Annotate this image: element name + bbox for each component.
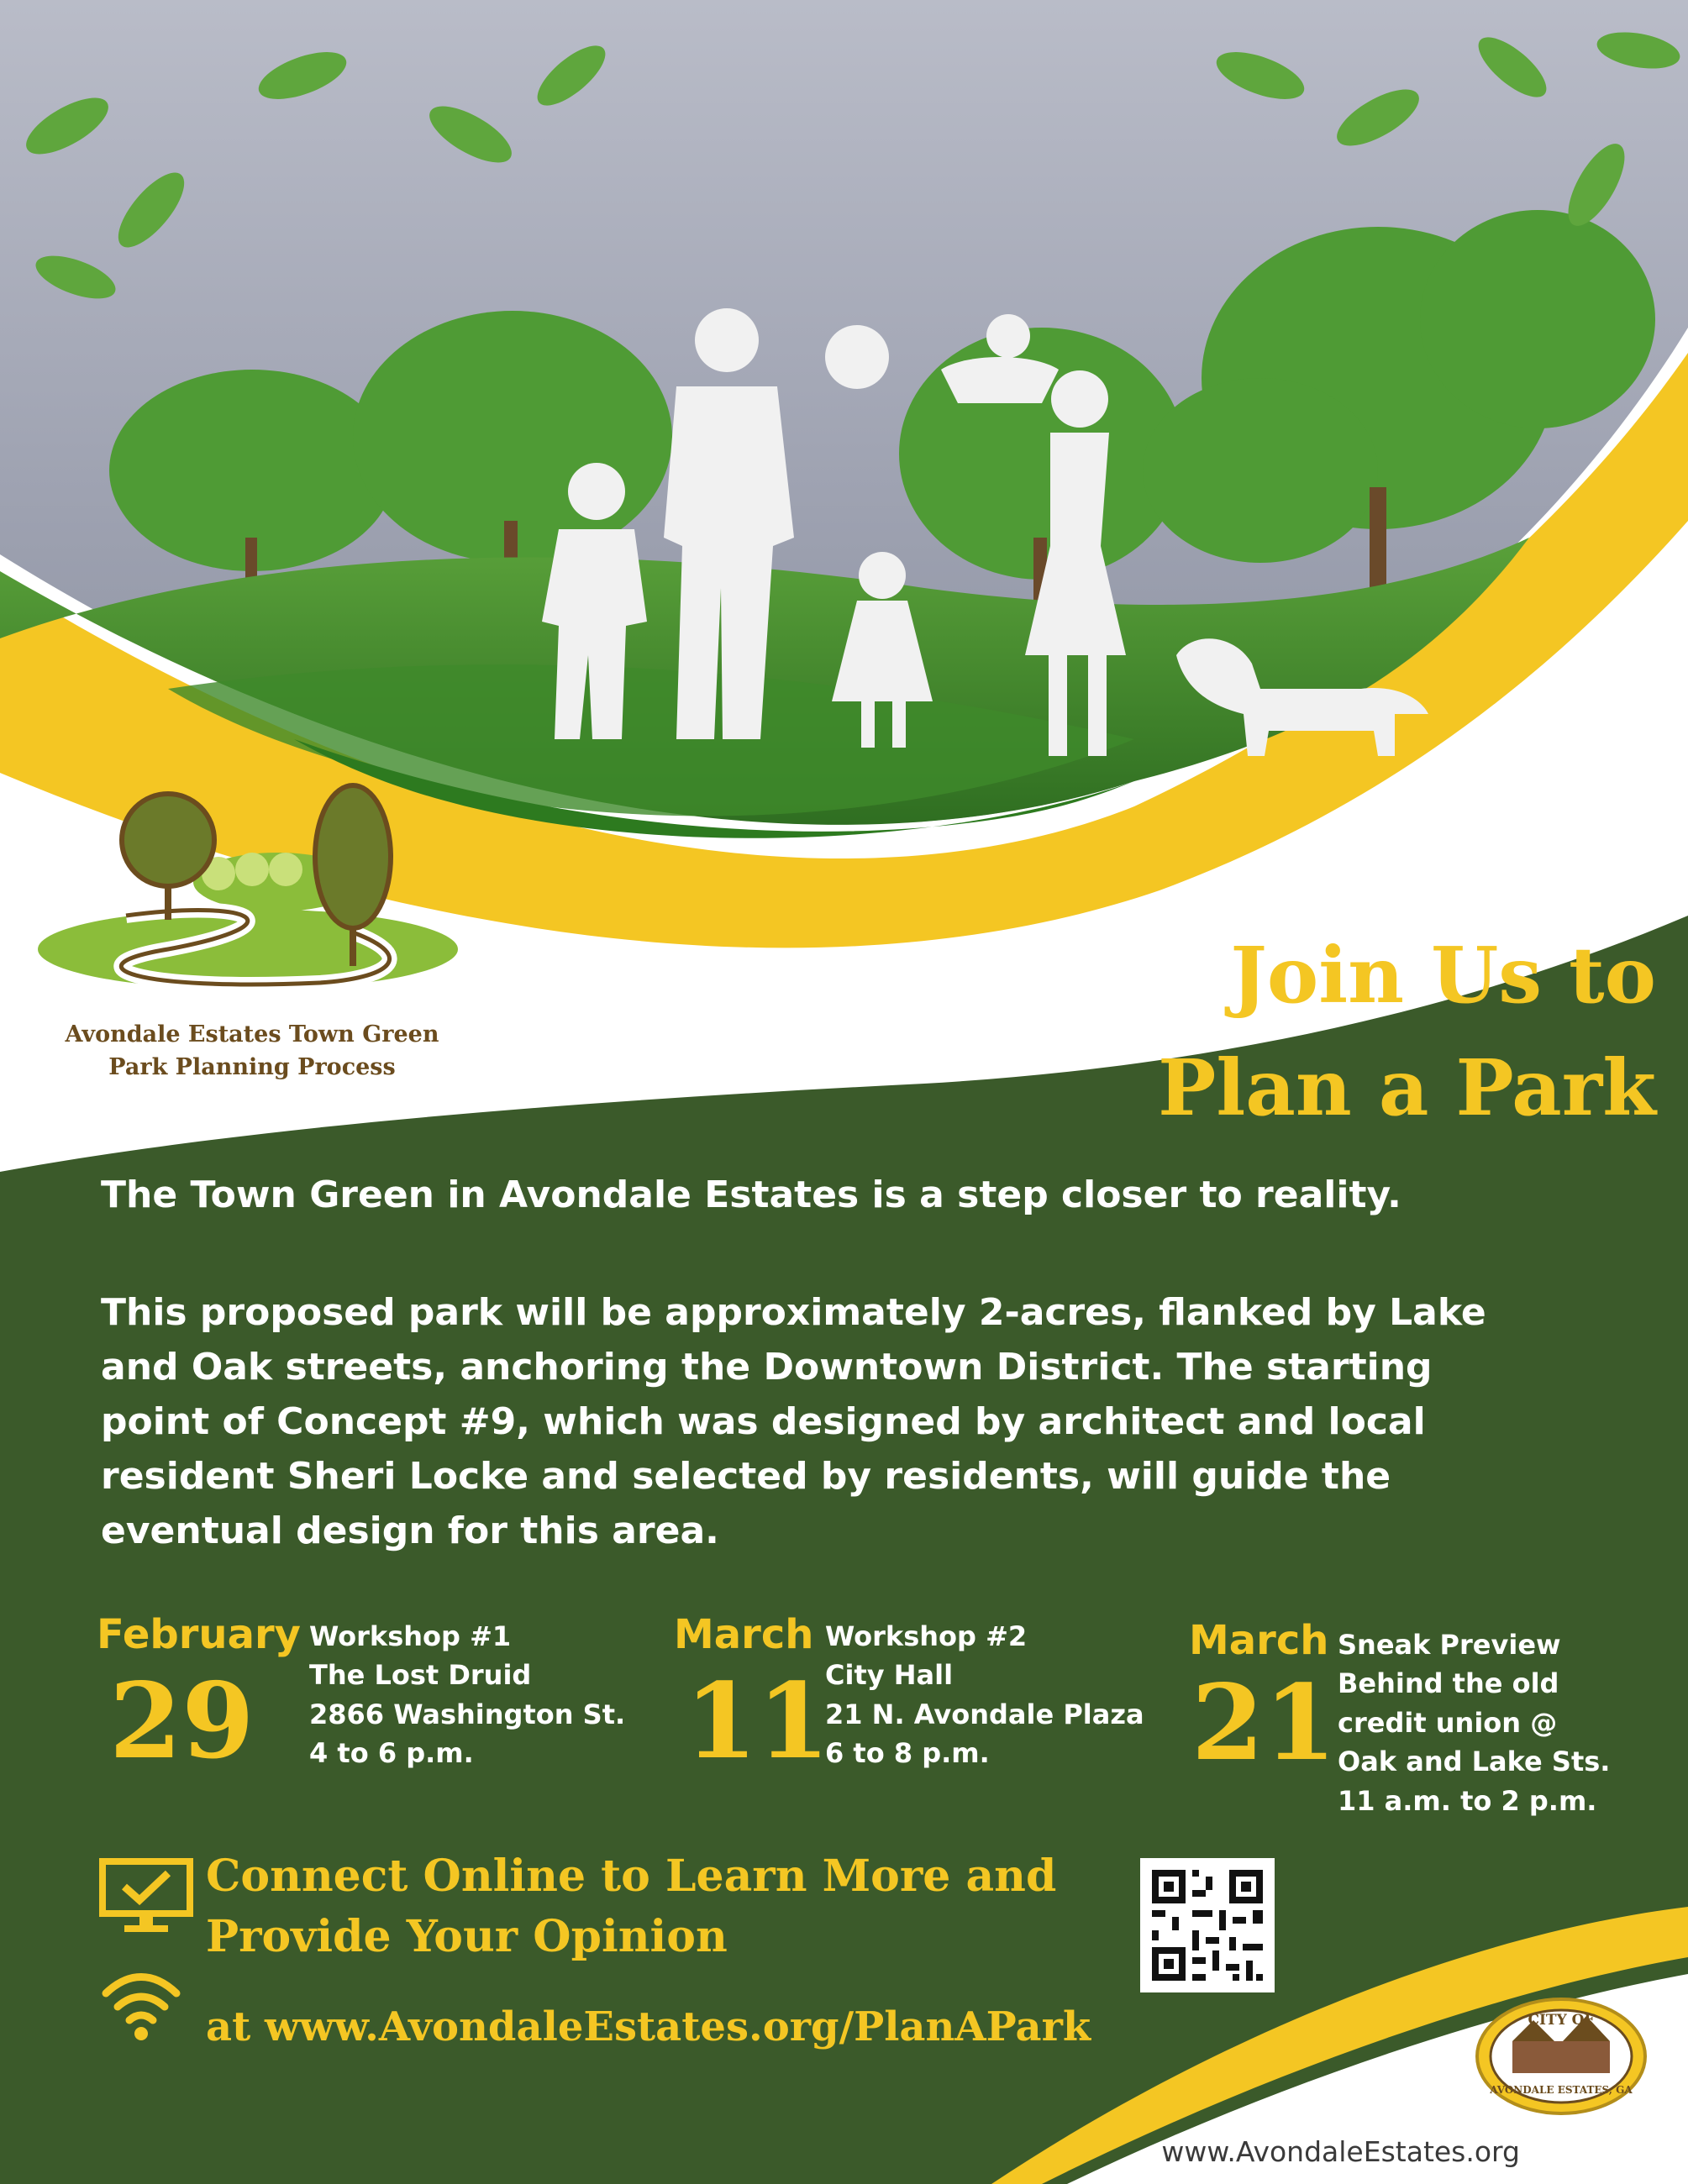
- event-3-location-2: credit union @: [1338, 1706, 1558, 1739]
- event-1-details: [309, 1617, 625, 1773]
- description-line: This proposed park will be approximately 2-acres, flanked by Lake: [101, 1291, 1486, 1334]
- connect-heading: [206, 1846, 1056, 1967]
- logo-line-2: Park Planning Process: [108, 1054, 396, 1081]
- event-2-details: [825, 1617, 1144, 1773]
- event-3-month: March: [1189, 1617, 1329, 1664]
- plan-a-park-link[interactable]: at www.AvondaleEstates.org/PlanAPark: [206, 2003, 1091, 2050]
- headline-line-2: Plan a Park: [1158, 1042, 1656, 1133]
- monitor-check-icon: [99, 1858, 193, 1935]
- description-line: resident Sheri Locke and selected by residents, will guide the: [101, 1455, 1391, 1499]
- event-3-details: [1338, 1625, 1610, 1820]
- description-line: point of Concept #9, which was designed by architect and local: [101, 1400, 1426, 1444]
- qr-code-icon[interactable]: [1140, 1858, 1275, 1992]
- event-2-month: March: [674, 1611, 814, 1658]
- intro-text: The Town Green in Avondale Estates is a step closer to reality.: [101, 1173, 1401, 1216]
- seal-bottom-text: AVONDALE ESTATES, GA: [1490, 2084, 1633, 2096]
- event-1-venue: The Lost Druid: [309, 1659, 532, 1692]
- seal-top-text: CITY OF: [1528, 2012, 1595, 2029]
- event-3-location-1: Behind the old: [1338, 1667, 1559, 1700]
- park-logo-caption: [34, 1018, 471, 1084]
- event-1-month: February: [97, 1611, 301, 1658]
- event-1-title: Workshop #1: [309, 1620, 512, 1652]
- event-3-title: Sneak Preview: [1338, 1629, 1561, 1661]
- event-2-time: 6 to 8 p.m.: [825, 1737, 990, 1770]
- description-line: and Oak streets, anchoring the Downtown District. The starting: [101, 1346, 1433, 1389]
- city-seal-text: [1477, 1999, 1645, 2113]
- event-1-time: 4 to 6 p.m.: [309, 1737, 474, 1770]
- connect-line-1: Connect Online to Learn More and: [206, 1851, 1057, 1902]
- event-2-title: Workshop #2: [825, 1620, 1028, 1652]
- description-line: eventual design for this area.: [101, 1509, 719, 1553]
- event-3-location-3: Oak and Lake Sts.: [1338, 1746, 1611, 1778]
- headline-line-1: Join Us to: [1230, 930, 1656, 1021]
- event-1-address: 2866 Washington St.: [309, 1698, 626, 1730]
- event-1-day: 29: [109, 1661, 255, 1782]
- event-3-day: 21: [1191, 1662, 1337, 1784]
- footer-website[interactable]: www.AvondaleEstates.org: [1161, 2135, 1520, 2168]
- wifi-icon: [99, 1961, 183, 2045]
- headline: [900, 930, 1656, 1133]
- event-2-venue: City Hall: [825, 1659, 954, 1692]
- event-2-address: 21 N. Avondale Plaza: [825, 1698, 1144, 1730]
- connect-line-2: Provide Your Opinion: [206, 1910, 728, 1962]
- logo-line-1: Avondale Estates Town Green: [65, 1021, 439, 1047]
- event-2-day: 11: [685, 1661, 830, 1782]
- event-3-time: 11 a.m. to 2 p.m.: [1338, 1784, 1597, 1817]
- description: [101, 1285, 1486, 1559]
